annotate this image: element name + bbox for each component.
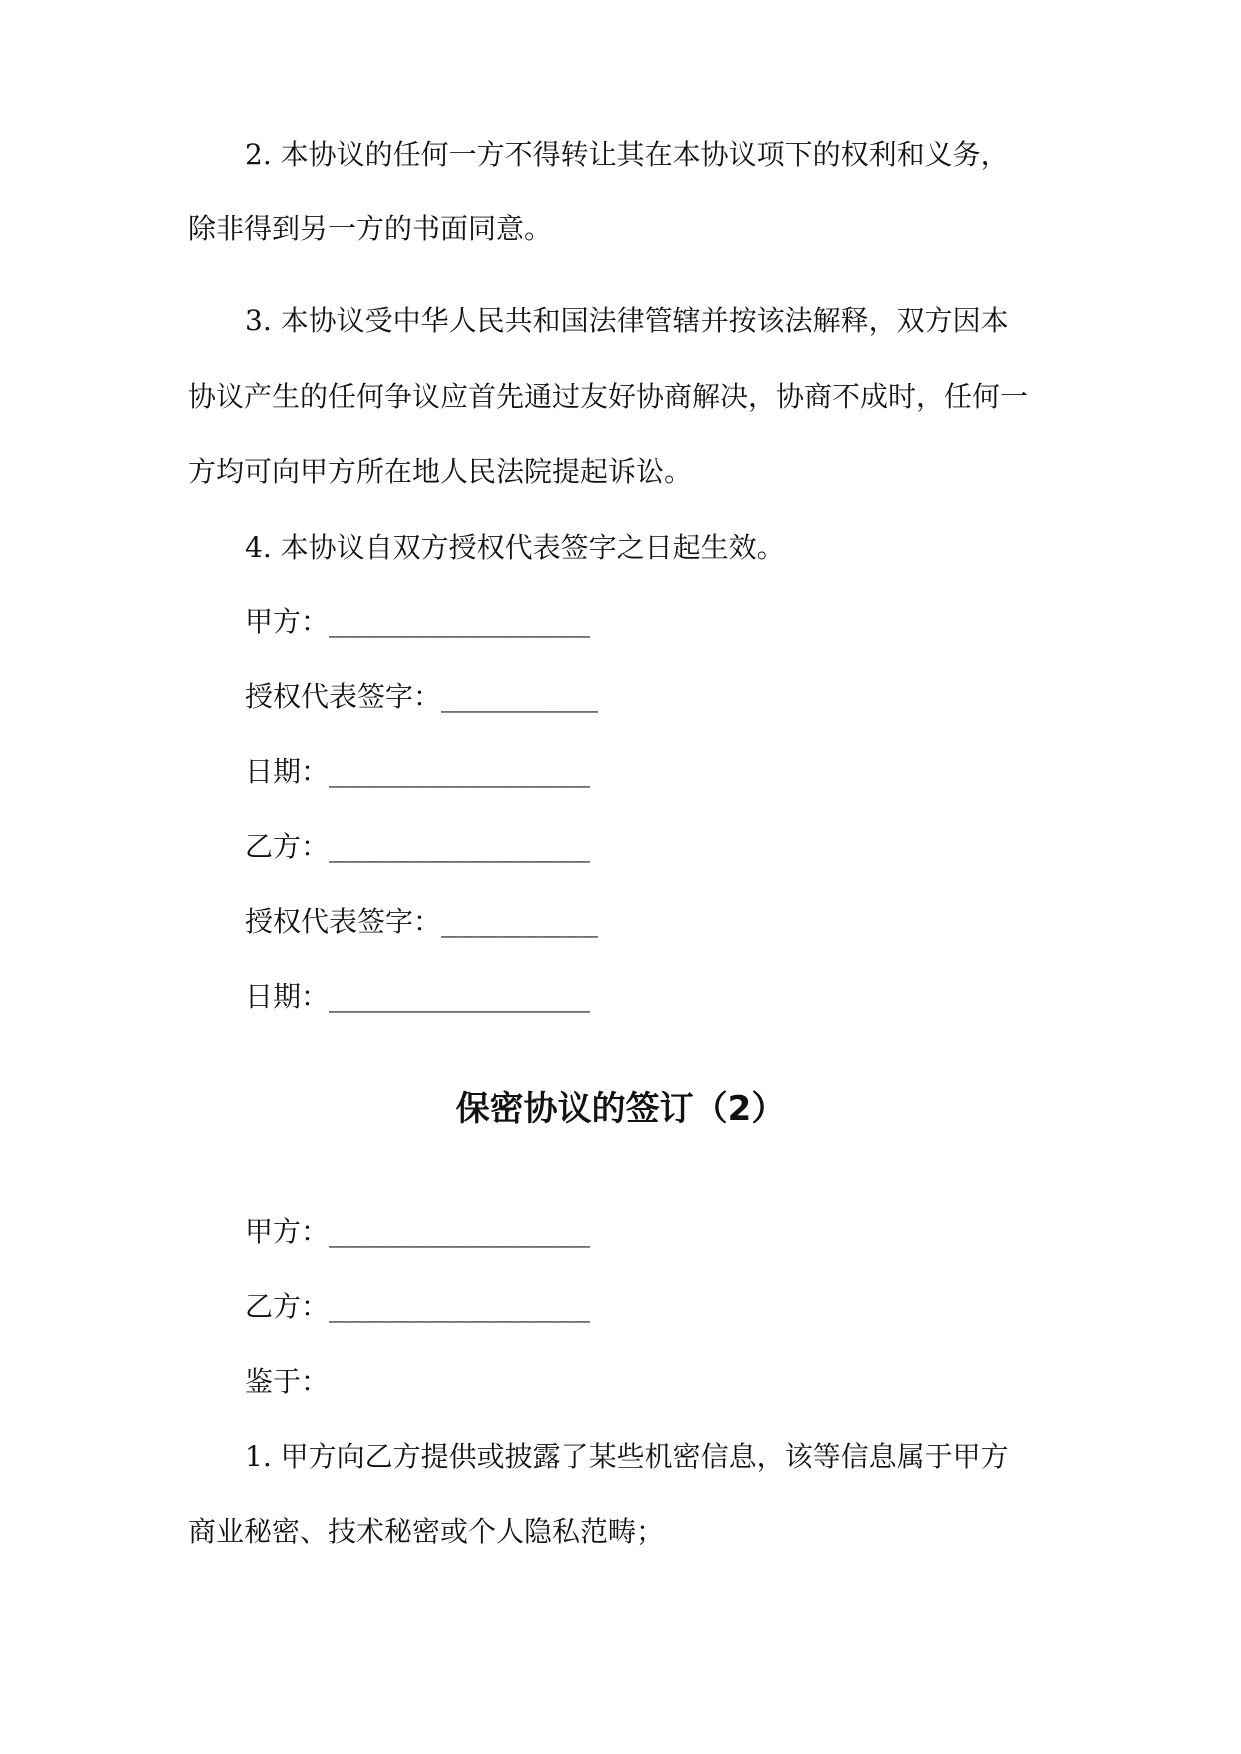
party-b-signature-line [245, 830, 589, 864]
party-a-date-blank: ____________________ [329, 755, 590, 788]
clause-4-line-1: 4. 本协议自双方授权代表签字之日起生效。 [245, 531, 785, 564]
party-b-rep-blank: ____________ [441, 905, 598, 938]
party-b-blank: ____________________ [329, 830, 590, 863]
section-2-title: 保密协议的签订（2） [455, 1089, 786, 1129]
whereas-heading: 鉴于： [245, 1365, 330, 1398]
section2-party-b-blank: ____________________ [329, 1290, 590, 1323]
clause-3-line-2: 协议产生的任何争议应首先通过友好协商解决，协商不成时，任何一 [188, 380, 1029, 413]
party-b-rep-signature-line [245, 905, 597, 939]
party-a-rep-blank: ____________ [441, 680, 598, 713]
party-b-rep-label: 授权代表签字： [245, 905, 442, 938]
clause-2-line-2: 除非得到另一方的书面同意。 [188, 212, 553, 245]
section2-party-a-label: 甲方： [245, 1215, 330, 1248]
section2-party-a-line [245, 1215, 589, 1249]
clause-2-line-1: 2. 本协议的任何一方不得转让其在本协议项下的权利和义务， [245, 138, 1009, 171]
section2-clause-1-line-2: 商业秘密、技术秘密或个人隐私范畴； [188, 1515, 665, 1548]
party-a-signature-line [245, 605, 589, 639]
party-a-date-label: 日期： [245, 755, 330, 788]
section2-clause-1-line-1: 1. 甲方向乙方提供或披露了某些机密信息，该等信息属于甲方 [245, 1440, 1009, 1473]
party-b-label: 乙方： [245, 830, 330, 863]
party-a-rep-signature-line [245, 680, 597, 714]
party-a-rep-label: 授权代表签字： [245, 680, 442, 713]
section2-party-b-line [245, 1290, 589, 1324]
clause-3-line-3: 方均可向甲方所在地人民法院提起诉讼。 [188, 455, 693, 488]
party-a-date-line [245, 755, 589, 789]
section2-party-a-blank: ____________________ [329, 1215, 590, 1248]
party-b-date-line [245, 980, 589, 1014]
party-b-date-label: 日期： [245, 980, 330, 1013]
party-b-date-blank: ____________________ [329, 980, 590, 1013]
section2-party-b-label: 乙方： [245, 1290, 330, 1323]
party-a-blank: ____________________ [329, 605, 590, 638]
party-a-label: 甲方： [245, 605, 330, 638]
clause-3-line-1: 3. 本协议受中华人民共和国法律管辖并按该法解释，双方因本 [245, 304, 1009, 337]
